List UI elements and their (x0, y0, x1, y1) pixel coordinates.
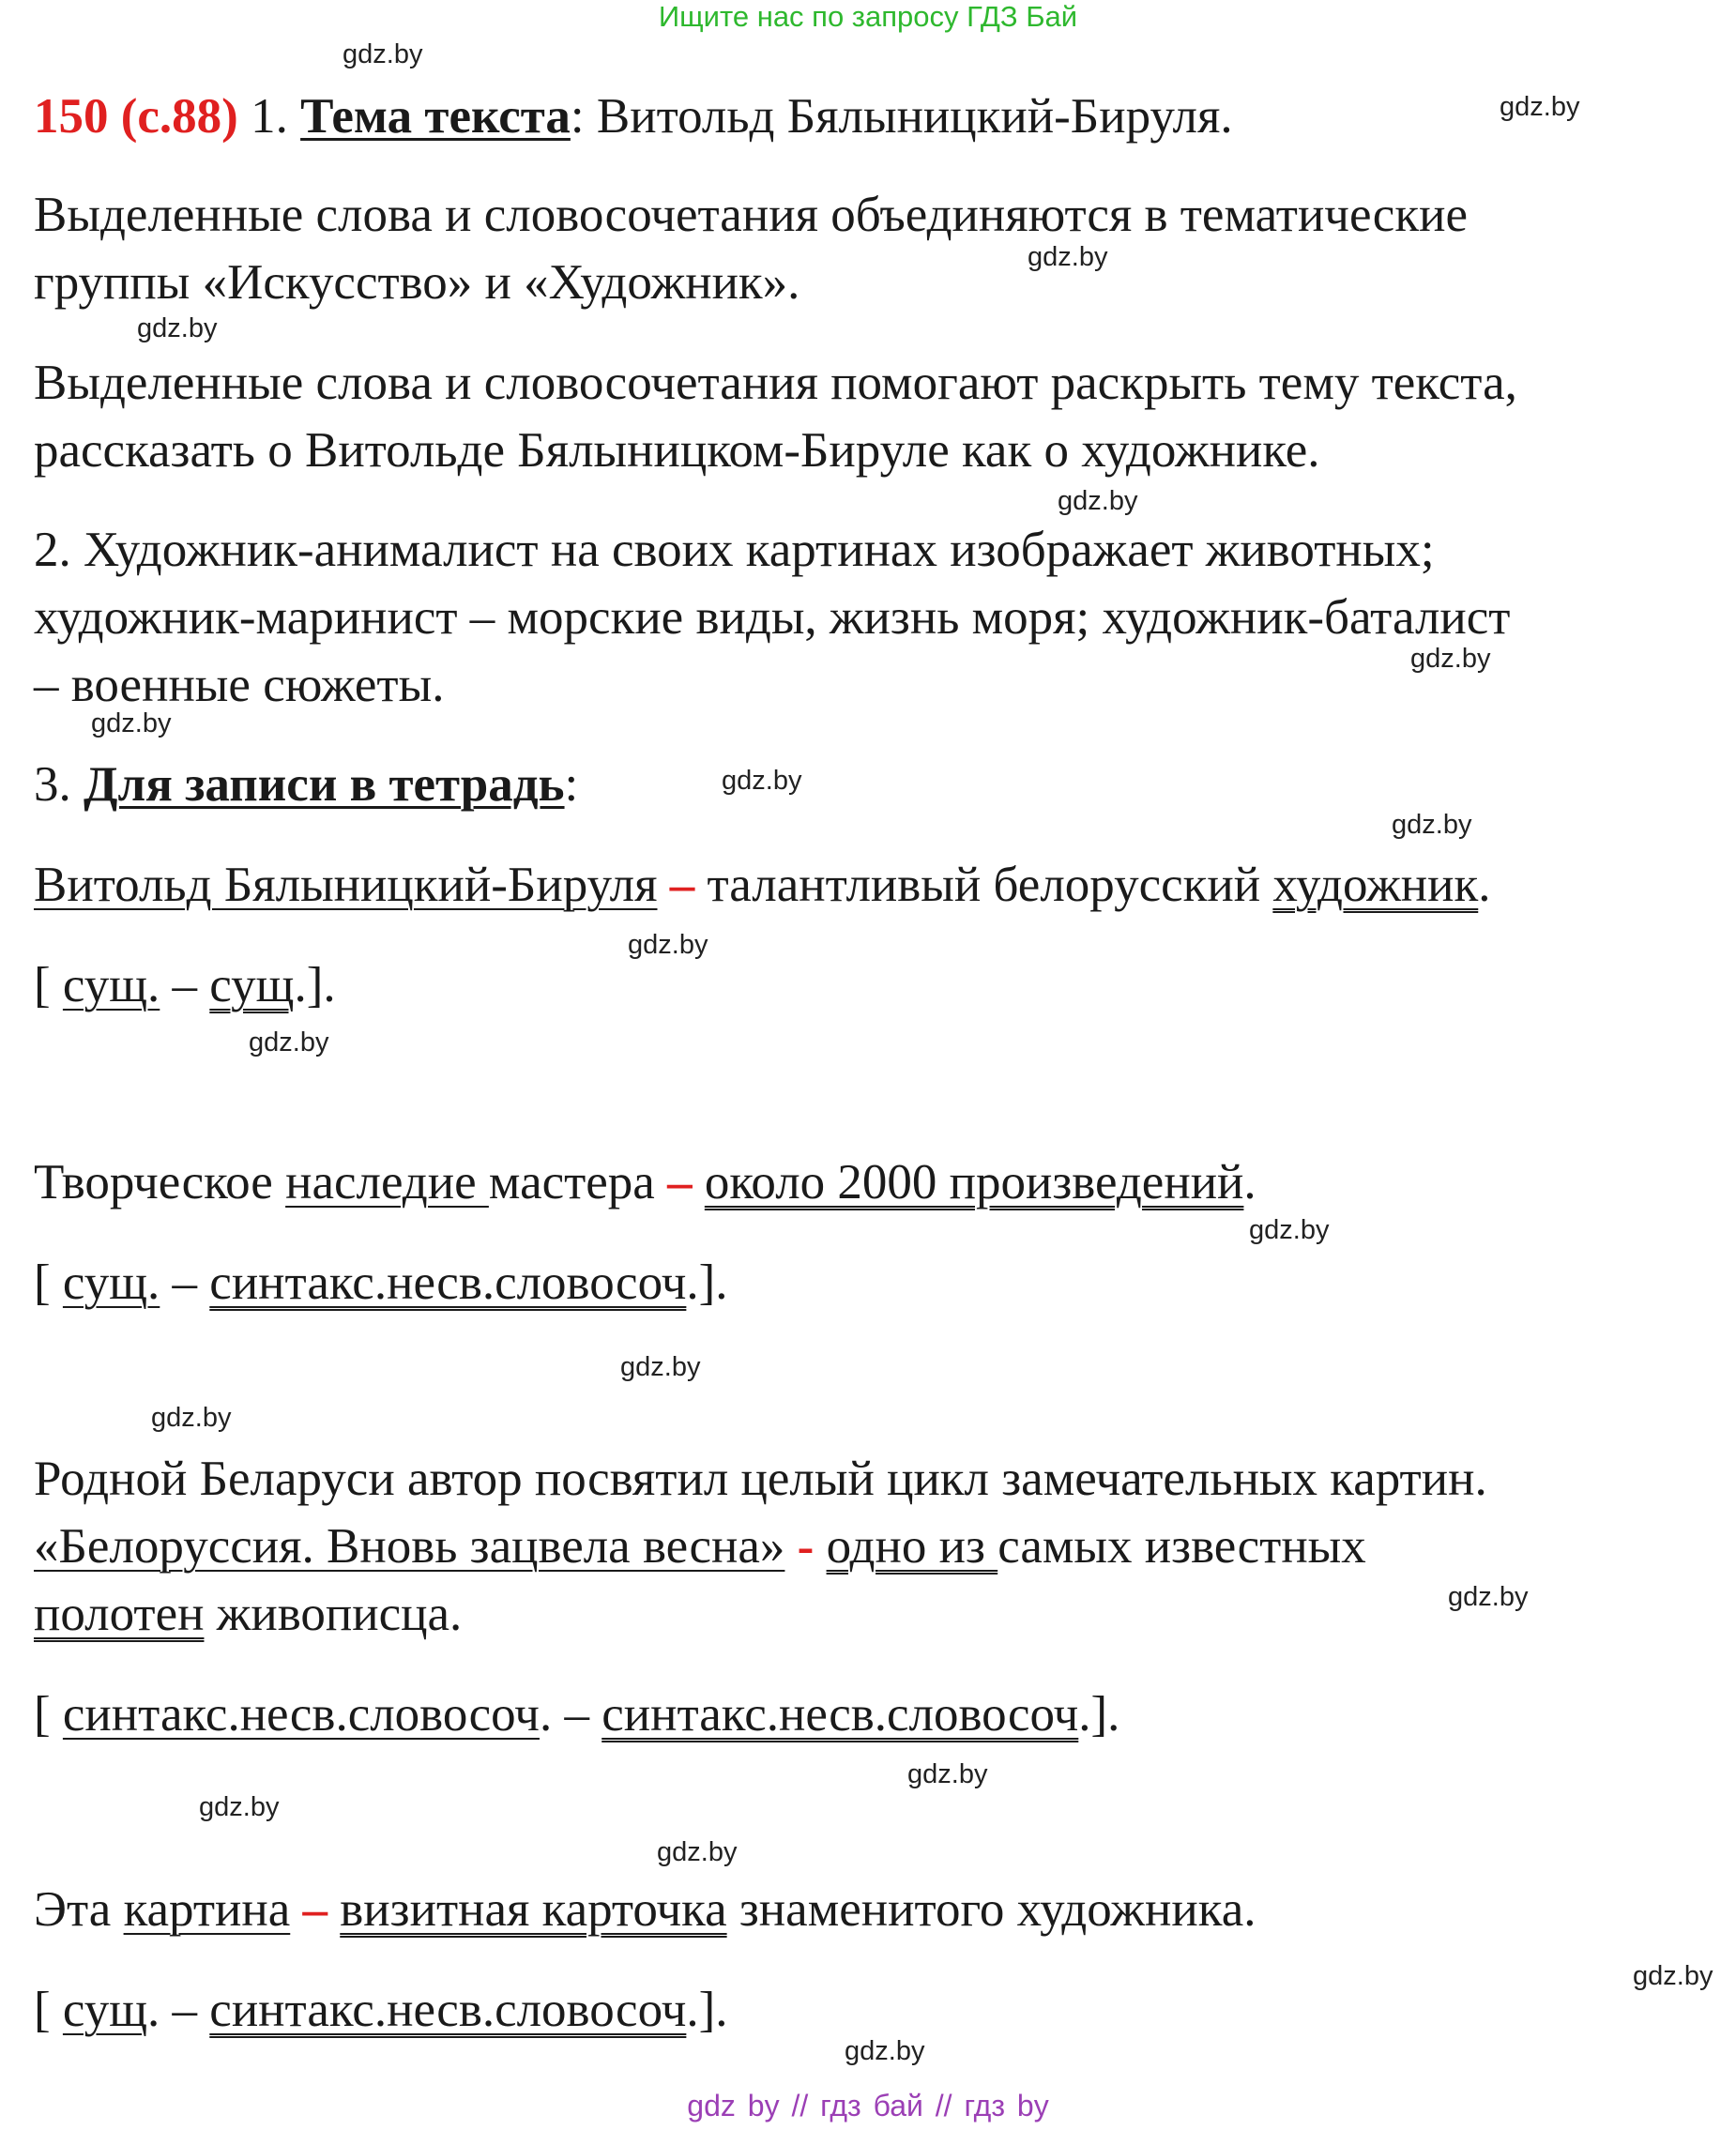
watermark: gdz.by (907, 1759, 988, 1789)
watermark: gdz.by (1448, 1582, 1529, 1612)
watermark: gdz.by (1028, 242, 1108, 272)
scheme-1: [ сущ. – сущ.]. (34, 958, 336, 1012)
watermark: gdz.by (1058, 486, 1138, 516)
sentence-3-line3: полотен живописца. (34, 1587, 463, 1641)
part3-header: 3. Для записи в тетрадь: (34, 757, 579, 812)
watermark: gdz.by (137, 313, 218, 343)
sentence-3-line1: Родной Беларуси автор посвятил целый цикл замечательных картин. (34, 1452, 1487, 1506)
watermark: gdz.by (1392, 810, 1472, 840)
watermark: gdz.by (657, 1837, 738, 1867)
watermark: gdz.by (845, 2036, 925, 2066)
watermark: gdz.by (620, 1352, 701, 1382)
paragraph-line: – военные сюжеты. (34, 658, 445, 712)
paragraph-line: художник-маринист – морские виды, жизнь моря; художник-баталист (34, 590, 1511, 645)
sentence-3: «Белоруссия. Вновь зацвела весна» - одно из самых известных (34, 1519, 1366, 1574)
watermark: gdz.by (199, 1792, 280, 1822)
task-number: 150 (с.88) (34, 89, 238, 144)
sentence-1: Витольд Бялыницкий-Бируля – талантливый белорусский художник. (34, 858, 1491, 912)
watermark: gdz.by (1633, 1961, 1713, 1991)
predicate: около 2000 произведений (704, 1155, 1244, 1210)
sentence-2: Творческое наследие мастера – около 2000 произведений. (34, 1155, 1256, 1210)
predicate: художник (1272, 858, 1479, 912)
top-banner[interactable]: Ищите нас по запросу ГДЗ Бай (658, 0, 1078, 33)
paragraph-line: 2. Художник-анималист на своих картинах изображает животных; (34, 523, 1435, 577)
scheme-4: [ сущ. – синтакс.несв.словосоч.]. (34, 1983, 728, 2037)
watermark: gdz.by (628, 930, 708, 960)
paragraph-line: группы «Искусство» и «Художник». (34, 255, 800, 310)
subject: Витольд Бялыницкий-Бируля (34, 858, 658, 912)
predicate: полотен (34, 1587, 205, 1641)
sentence-4: Эта картина – визитная карточка знаменитого художника. (34, 1882, 1256, 1937)
paragraph-line: Выделенные слова и словосочетания объединяются в тематические (34, 188, 1468, 242)
watermark: gdz.by (91, 708, 172, 738)
subject: «Белоруссия. Вновь зацвела весна» (34, 1519, 785, 1574)
watermark: gdz.by (722, 766, 802, 796)
watermark: gdz.by (343, 39, 423, 69)
task-header: 150 (с.88) 1. Тема текста: Витольд Бялыницкий-Бируля. (34, 89, 1233, 144)
watermark: gdz.by (1249, 1215, 1330, 1245)
watermark: gdz.by (151, 1403, 232, 1433)
theme-label: Тема текста (300, 89, 571, 144)
watermark: gdz.by (1500, 92, 1580, 122)
paragraph-line: рассказать о Витольде Бялыницком-Бируле как о художнике. (34, 423, 1320, 478)
subject: наследие (285, 1155, 489, 1210)
footer-links[interactable]: gdz by // гдз бай // гдз by (687, 2089, 1049, 2122)
paragraph-line: Выделенные слова и словосочетания помогают раскрыть тему текста, (34, 356, 1517, 410)
scheme-3: [ синтакс.несв.словосоч. – синтакс.несв.словосоч.]. (34, 1687, 1120, 1742)
subject: картина (123, 1882, 291, 1937)
theme-text: Витольд Бялыницкий-Бируля. (596, 89, 1233, 144)
watermark: gdz.by (249, 1027, 329, 1057)
notebook-label: Для записи в тетрадь (84, 757, 565, 812)
predicate: одно из (826, 1519, 998, 1574)
watermark: gdz.by (1410, 644, 1491, 674)
scheme-2: [ сущ. – синтакс.несв.словосоч.]. (34, 1255, 728, 1310)
predicate: визитная карточка (340, 1882, 727, 1937)
